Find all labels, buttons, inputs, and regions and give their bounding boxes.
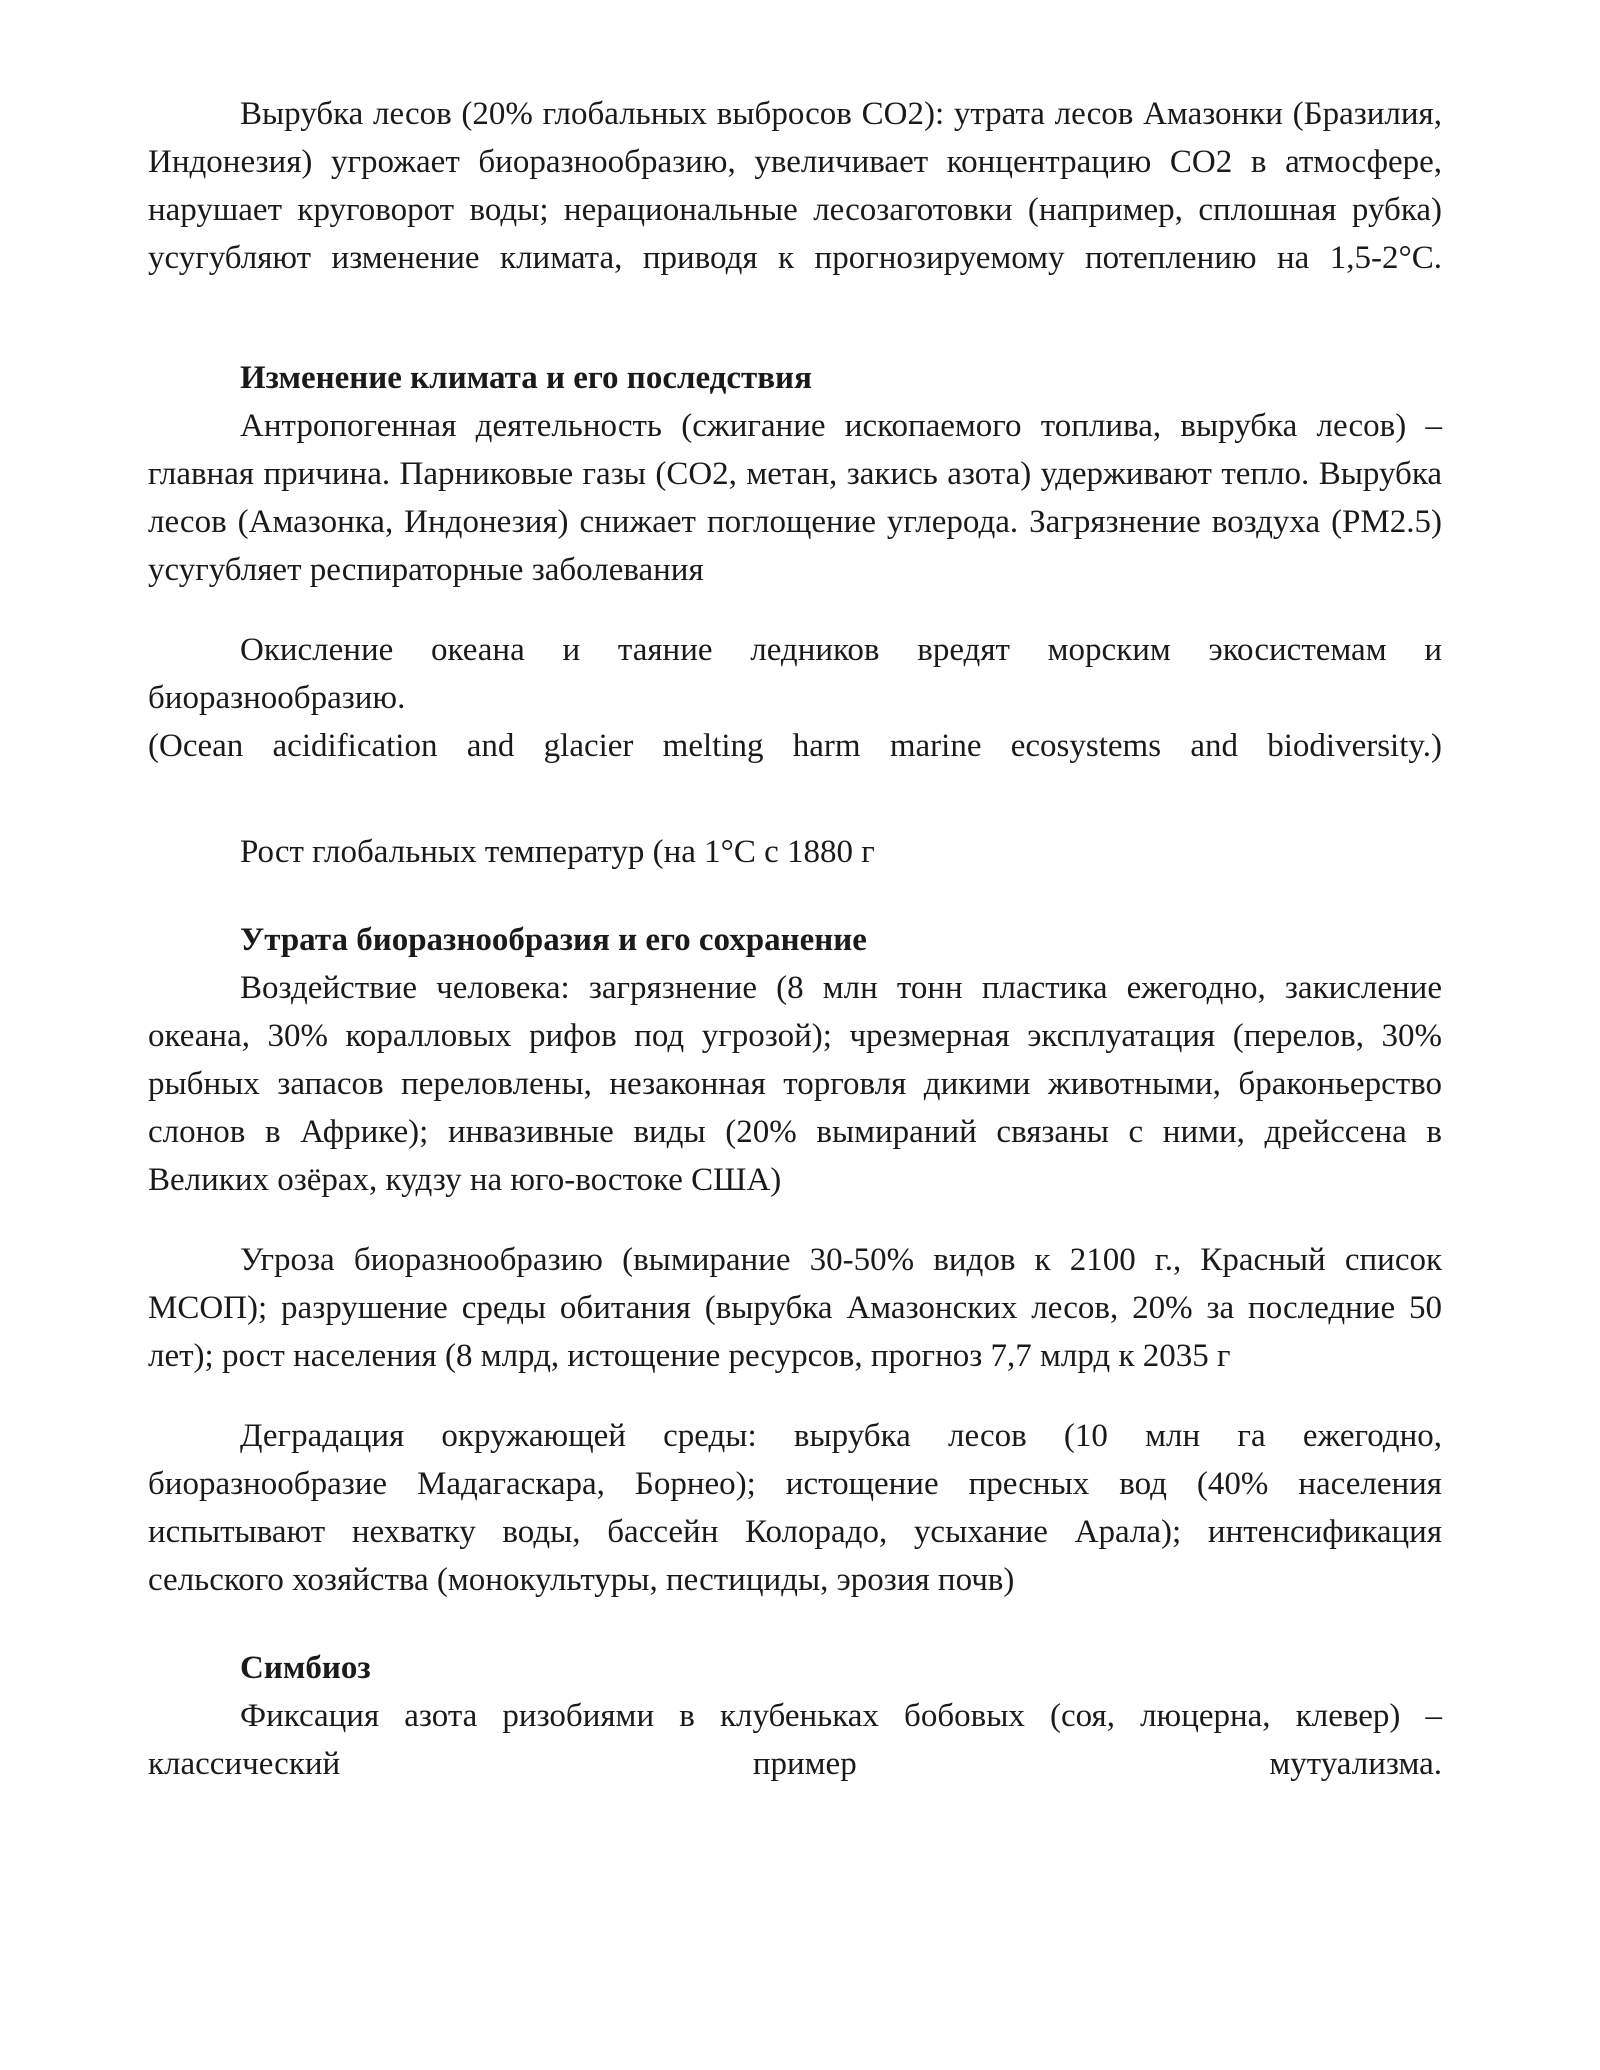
paragraph-ocean-ru: Окисление океана и таяние ледников вредят морским экосистемам и биоразнообразию. bbox=[148, 632, 1442, 716]
paragraph-ocean-en: (Ocean acidification and glacier melting harm marine ecosystems and biodiversity.) bbox=[148, 728, 1442, 764]
paragraph-threats: Угроза биоразнообразию (вымирание 30-50% видов к 2100 г., Красный список МСОП); разрушение среды обитания (вырубка Амазонских лесов, 20% за последние 50 лет); рост населения (8 млрд, истощение ресурсов, прогноз 7,7 млрд к 2035 г bbox=[148, 1242, 1442, 1374]
paragraph-human-impact: Воздействие человека: загрязнение (8 млн тонн пластика ежегодно, закисление океана, 30% коралловых рифов под угрозой); чрезмерная эксплуатация (перелов, 30% рыбных запасов переловлены, незаконная торговля дикими животными, браконьерство слонов в Африке); инвазивные виды (20% вымираний связаны с ними, дрейссена в Великих озёрах, кудзу на юго-востоке США) bbox=[148, 970, 1442, 1198]
document-body bbox=[148, 90, 1442, 1788]
paragraph-temperature: Рост глобальных температур (на 1°C с 1880 г bbox=[240, 834, 875, 870]
paragraph-nitrogen-fixation: Фиксация азота ризобиями в клубеньках бобовых (соя, люцерна, клевер) – классический пример мутуализма. bbox=[148, 1698, 1442, 1782]
spacer bbox=[148, 876, 1442, 916]
spacer bbox=[148, 594, 1442, 626]
paragraph-deforestation: Вырубка лесов (20% глобальных выбросов CO2): утрата лесов Амазонки (Бразилия, Индонезия) угрожает биоразнообразию, увеличивает концентрацию CO2 в атмосфере, нарушает круговорот воды; нерациональные лесозаготовки (например, сплошная рубка) усугубляют изменение климата, приводя к прогнозируемому потеплению на 1,5-2°C. bbox=[148, 96, 1442, 276]
paragraph-degradation: Деградация окружающей среды: вырубка лесов (10 млн га ежегодно, биоразнообразие Мадагаскара, Борнео); истощение пресных вод (40% населения испытывают нехватку воды, бассейн Колорадо, усыхание Арала); интенсификация сельского хозяйства (монокультуры, пестициды, эрозия почв) bbox=[148, 1418, 1442, 1598]
heading-biodiversity: Утрата биоразнообразия и его сохранение bbox=[240, 922, 867, 958]
paragraph-anthropogenic: Антропогенная деятельность (сжигание ископаемого топлива, вырубка лесов) – главная причина. Парниковые газы (CO2, метан, закись азота) удерживают тепло. Вырубка лесов (Амазонка, Индонезия) снижает поглощение углерода. Загрязнение воздуха (PM2.5) усугубляет респираторные заболевания bbox=[148, 408, 1442, 588]
spacer bbox=[148, 1380, 1442, 1412]
heading-symbiosis: Симбиоз bbox=[240, 1650, 371, 1686]
spacer bbox=[148, 282, 1442, 354]
heading-climate-change: Изменение климата и его последствия bbox=[240, 360, 812, 396]
spacer bbox=[148, 770, 1442, 828]
spacer bbox=[148, 1204, 1442, 1236]
spacer bbox=[148, 1604, 1442, 1644]
